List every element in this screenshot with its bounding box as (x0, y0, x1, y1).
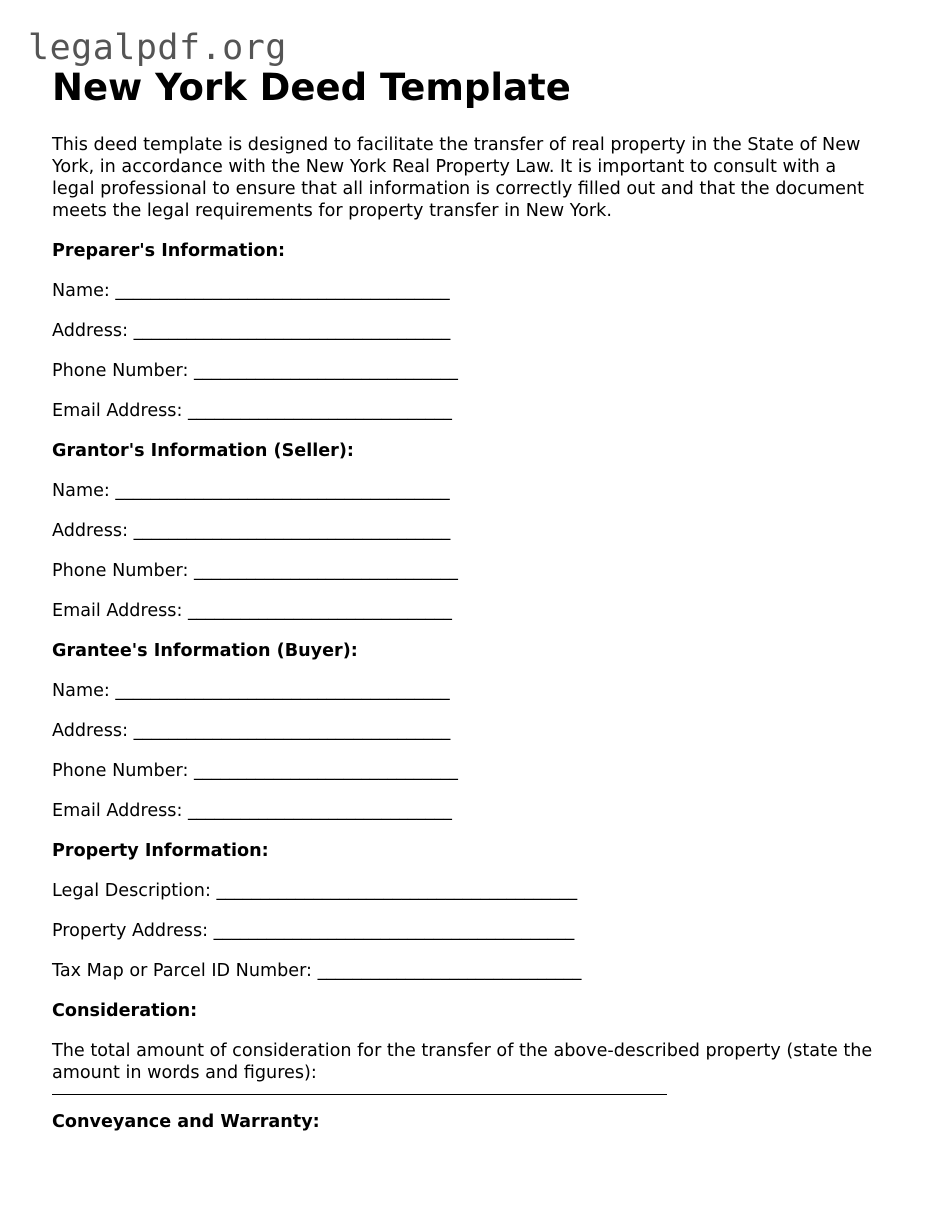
legal-description-field[interactable]: Legal Description: _________________________________________ (52, 881, 578, 901)
consideration-amount-line[interactable] (52, 1094, 667, 1095)
page-title: New York Deed Template (52, 66, 571, 109)
grantor-phone-field[interactable]: Phone Number: ______________________________ (52, 561, 458, 581)
preparer-address-field[interactable]: Address: ____________________________________ (52, 321, 451, 341)
watermark-logo: legalpdf.org (28, 28, 287, 68)
conveyance-heading: Conveyance and Warranty: (52, 1112, 320, 1132)
grantee-phone-field[interactable]: Phone Number: ______________________________ (52, 761, 458, 781)
preparer-email-field[interactable]: Email Address: ______________________________ (52, 401, 452, 421)
conveyance-section (52, 1111, 882, 1133)
preparer-phone-field[interactable]: Phone Number: ______________________________ (52, 361, 458, 381)
intro-paragraph: This deed template is designed to facilitate the transfer of real property in the State of New York, in accordance with the New York Real Property Law. It is important to consult with a legal professional to ensure that all information is correctly filled out and that the document meets the legal requirements for property transfer in New York. (52, 135, 864, 221)
grantee-heading: Grantee's Information (Buyer): (52, 641, 358, 661)
grantee-email-field[interactable]: Email Address: ______________________________ (52, 801, 452, 821)
grantee-section (52, 640, 882, 822)
grantor-section (52, 440, 882, 622)
property-address-field[interactable]: Property Address: _________________________________________ (52, 921, 575, 941)
grantee-address-field[interactable]: Address: ____________________________________ (52, 721, 451, 741)
grantor-name-field[interactable]: Name: ______________________________________ (52, 481, 450, 501)
grantor-email-field[interactable]: Email Address: ______________________________ (52, 601, 452, 621)
deed-document (52, 66, 882, 1151)
preparer-section (52, 240, 882, 422)
property-section (52, 840, 882, 982)
grantee-name-field[interactable]: Name: ______________________________________ (52, 681, 450, 701)
property-heading: Property Information: (52, 841, 269, 861)
consideration-description: The total amount of consideration for the transfer of the above-described property (state the amount in words and figures): (52, 1041, 873, 1083)
consideration-section (52, 1000, 882, 1095)
grantor-heading: Grantor's Information (Seller): (52, 441, 354, 461)
consideration-heading: Consideration: (52, 1001, 198, 1021)
preparer-name-field[interactable]: Name: ______________________________________ (52, 281, 450, 301)
preparer-heading: Preparer's Information: (52, 241, 286, 261)
grantor-address-field[interactable]: Address: ____________________________________ (52, 521, 451, 541)
consideration-text (52, 1040, 882, 1095)
parcel-id-field[interactable]: Tax Map or Parcel ID Number: ______________________________ (52, 961, 582, 981)
